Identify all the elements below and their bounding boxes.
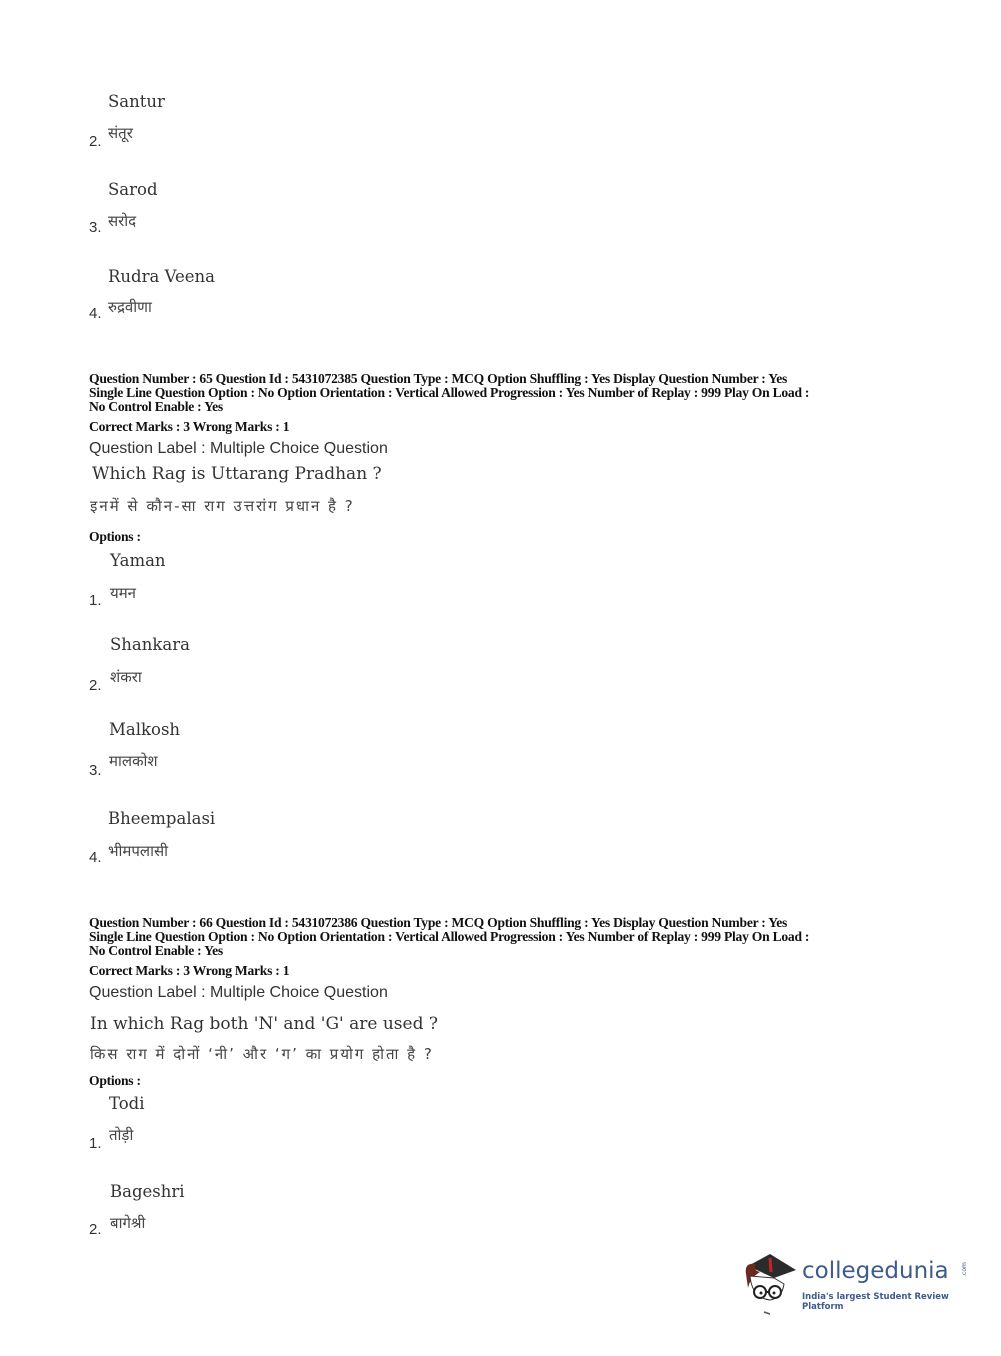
option-text-en: Malkosh <box>109 720 181 739</box>
option-number: 2. <box>89 133 102 150</box>
option-text-hi: मालकोश <box>109 752 158 770</box>
option-text-hi: यमन <box>110 584 136 602</box>
mascot-icon <box>740 1248 800 1318</box>
question-meta: Question Number : 66 Question Id : 5431072386 Question Type : MCQ Option Shuffling : Yes Display Question Number : Yes <box>89 915 788 930</box>
option-number: 1. <box>89 1135 102 1152</box>
question-text-en: In which Rag both 'N' and 'G' are used ? <box>90 1014 438 1034</box>
option-number: 2. <box>89 677 102 694</box>
question-meta: Single Line Question Option : No Option Orientation : Vertical Allowed Progression : Yes Number of Replay : 999 Play On Load : <box>89 385 810 400</box>
option-text-hi: संतूर <box>108 124 133 142</box>
option-text-en: Bageshri <box>110 1182 185 1201</box>
question-label: Question Label : Multiple Choice Question <box>89 440 388 457</box>
option-text-hi: रुद्रवीणा <box>108 298 152 316</box>
option-number: 2. <box>89 1221 102 1238</box>
options-label: Options : <box>89 1073 141 1088</box>
option-text-en: Yaman <box>110 551 166 570</box>
question-meta: No Control Enable : Yes <box>89 943 223 958</box>
option-text-en: Santur <box>108 92 165 111</box>
question-text-en: Which Rag is Uttarang Pradhan ? <box>92 464 382 484</box>
option-text-en: Shankara <box>110 635 190 654</box>
collegedunia-logo <box>740 1248 970 1318</box>
options-label: Options : <box>89 529 141 544</box>
question-meta: Single Line Question Option : No Option Orientation : Vertical Allowed Progression : Yes Number of Replay : 999 Play On Load : <box>89 929 810 944</box>
option-text-hi: बागेश्री <box>110 1214 146 1232</box>
question-meta: No Control Enable : Yes <box>89 399 223 414</box>
option-text-hi: तोड़ी <box>109 1126 134 1144</box>
logo-wordmark: collegedunia <box>802 1258 949 1284</box>
option-number: 3. <box>89 219 102 236</box>
question-meta: Question Number : 65 Question Id : 5431072385 Question Type : MCQ Option Shuffling : Yes Display Question Number : Yes <box>89 371 788 386</box>
logo-tagline: India's largest Student Review Platform <box>802 1292 949 1312</box>
option-text-en: Sarod <box>108 180 158 199</box>
option-text-hi: सरोद <box>108 212 137 230</box>
option-text-hi: शंकरा <box>110 668 142 686</box>
question-marks: Correct Marks : 3 Wrong Marks : 1 <box>89 419 290 434</box>
option-number: 4. <box>89 305 102 322</box>
option-text-en: Bheempalasi <box>108 809 216 828</box>
option-number: 1. <box>89 592 102 609</box>
question-text-hi: इनमें से कौन-सा राग उत्तरांग प्रधान है ? <box>90 497 355 515</box>
option-number: 3. <box>89 762 102 779</box>
question-marks: Correct Marks : 3 Wrong Marks : 1 <box>89 963 290 978</box>
option-text-hi: भीमपलासी <box>108 842 169 860</box>
option-text-en: Todi <box>109 1094 145 1113</box>
option-text-en: Rudra Veena <box>108 267 215 286</box>
option-number: 4. <box>89 849 102 866</box>
logo-suffix: .com <box>960 1262 968 1277</box>
question-label: Question Label : Multiple Choice Question <box>89 984 388 1001</box>
question-text-hi: किस राग में दोनों ‘नी’ और ‘ग’ का प्रयोग होता है ? <box>90 1045 434 1063</box>
